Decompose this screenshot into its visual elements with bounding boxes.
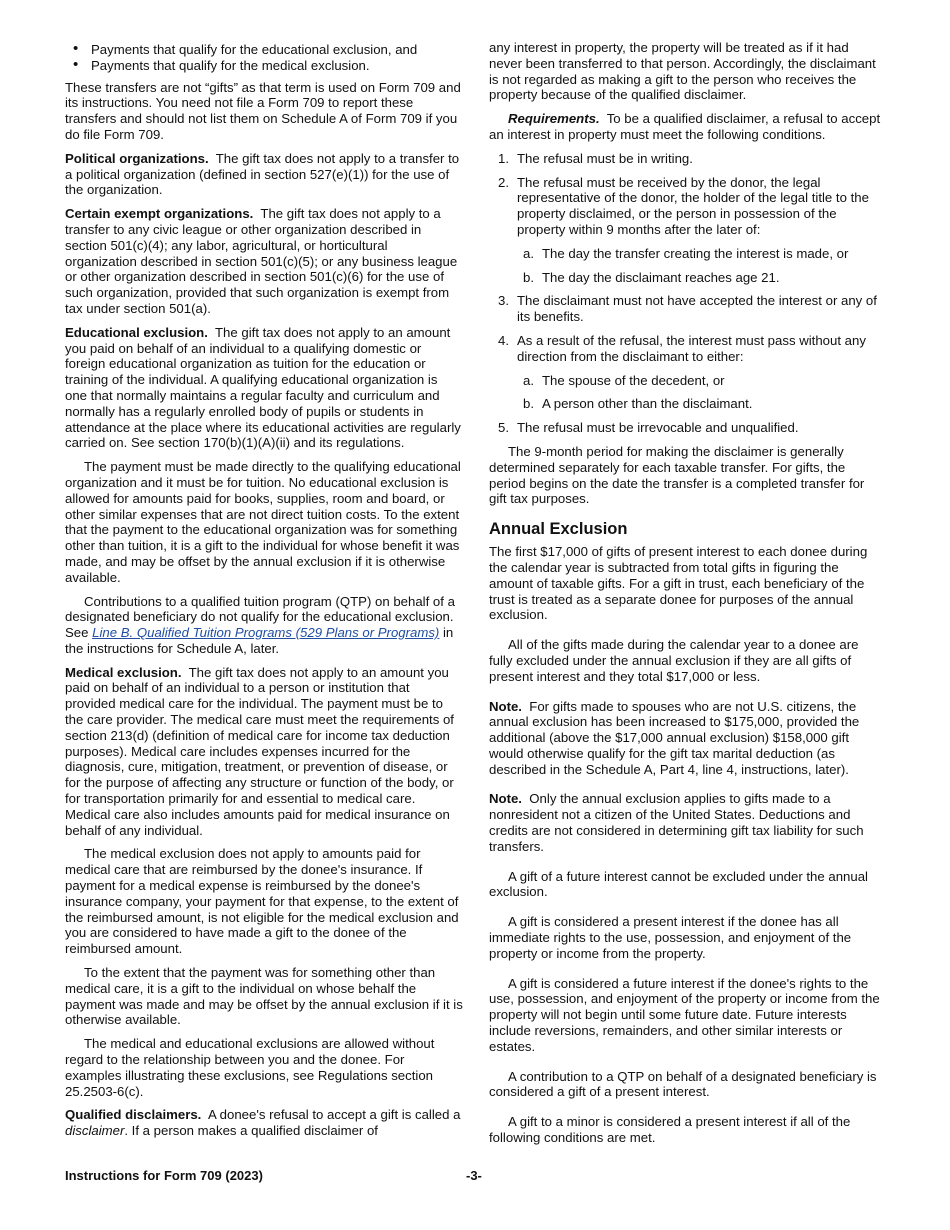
sub-list-letter: a. <box>523 372 534 388</box>
sub-list <box>517 246 885 286</box>
note-label: Note. <box>489 698 522 714</box>
list-number: 3. <box>498 293 509 309</box>
list-item-text: The disclaimant must not have accepted the interest or any of its benefits. <box>517 293 877 325</box>
sub-list-letter: a. <box>523 245 534 261</box>
sub-list-item <box>517 396 885 412</box>
paragraph-text: The gift tax does not apply to an amount you paid on behalf of an individual to a person or institution that provided medical care for the individual. The payment must be to the care provider. The medical care must meet the requirements of section 213(d) (definition of medical care for income tax deduction purposes). Medical care includes expenses incurred for the diagnosis, cure, mitigation, treatment, or prevention of disease, or for the purpose of affecting any structure or function of the body, or for transportation primarily for and essential to medical care. Medical care also includes amounts paid for medical insurance on behalf of any individual. <box>65 664 454 838</box>
page-number: -3- <box>466 1168 482 1183</box>
medical-reimbursed-paragraph: The medical exclusion does not apply to amounts paid for medical care that are reimbursed by the donee's insurance. If payment for a medical expense is reimbursed by the donee's insurance company, your payment for that expense, to the extent of the reimbursed amount, is not eligible for the medical exclusion and you are considered to have made a gift to the donee of the reimbursed amount. <box>65 846 459 957</box>
annual-exclusion-paragraph: The first $17,000 of gifts of present interest to each donee during the calendar year is subtracted from total gifts in figuring the amount of taxable gifts. For a gift in trust, each beneficiary of the trust is treated as a separate donee for purposes of the annual exclusion. <box>489 544 868 623</box>
list-number: 1. <box>498 150 509 166</box>
sub-list-text: The day the transfer creating the interest is made, or <box>542 245 849 261</box>
list-item <box>489 293 885 325</box>
paragraph-text: The gift tax does not apply to a transfer to any civic league or other organization described in section 501(c)(4); any labor, agricultural, or horticultural organization described in section 501(c)(5); or any business league or other organization described in section 501(c)(6) for the use of such organization, provided that such organization is exempt from tax under section 501(a). <box>65 206 458 316</box>
note-nonresident-paragraph <box>489 791 885 854</box>
paragraph-text: The gift tax does not apply to a transfer to a political organization (defined in section 527(e)(1)) for the use of the organization. <box>65 150 460 198</box>
annual-exclusion-full-paragraph: All of the gifts made during the calendar year to a donee are fully excluded under the annual exclusion if they are all gifts of present interest and they total $17,000 or less. <box>489 637 859 684</box>
exclusion-bullet-list <box>65 42 463 74</box>
paragraph-text: For gifts made to spouses who are not U.S. citizens, the annual exclusion has been increased to $175,000, provided the additional (above the $17,000 annual exclusion) $158,000 gift would otherwise qualify for the gift tax marital deduction (as described in the Schedule A, Part 4, line 4, instructions, later). <box>489 698 860 777</box>
political-organizations-paragraph <box>65 151 463 198</box>
sub-list-text: A person other than the disclaimant. <box>542 396 753 412</box>
paragraph-text: . If a person makes a qualified disclaimer of <box>124 1123 378 1139</box>
medical-exclusion-heading: Medical exclusion. <box>65 664 182 680</box>
medical-exclusion-paragraph <box>65 665 463 839</box>
disclaimer-conditions-list <box>489 151 885 436</box>
medical-other-paragraph: To the extent that the payment was for something other than medical care, it is a gift to the individual on whose behalf the payment was made and may be offset by the annual exclusion if it is otherwise available. <box>65 965 463 1028</box>
educational-exclusion-heading: Educational exclusion. <box>65 324 208 340</box>
paragraph-text: To be a qualified disclaimer, a refusal to accept an interest in property must meet the following conditions. <box>489 111 881 142</box>
list-number: 4. <box>498 332 509 348</box>
sub-list-text: The spouse of the decedent, or <box>542 372 725 388</box>
requirements-paragraph <box>489 111 885 143</box>
paragraph-text: A donee's refusal to accept a gift is called a <box>207 1107 461 1123</box>
disclaimer-continued-paragraph: any interest in property, the property will be treated as if it had never been transferred to that person. Accordingly, the disclaimant is not regarded as making a gift to the person who receives the property because of the qualified disclaimer. <box>489 40 876 103</box>
educational-tuition-paragraph: The payment must be made directly to the qualifying educational organization and it must be for tuition. No educational exclusion is allowed for amounts paid for books, supplies, room and board, or other similar expenses that are not direct tuition costs. To the extent that the payment to the educational organization was for something other than tuition, it is a gift to the individual for whose benefit it was made, and may be offset by the annual exclusion if it is otherwise available. <box>65 459 461 585</box>
disclaimer-term: disclaimer <box>65 1123 125 1139</box>
list-item-text: The refusal must be irrevocable and unqualified. <box>517 420 799 436</box>
nine-month-period-paragraph: The 9-month period for making the disclaimer is generally determined separately for each taxable transfer. For gifts, the period begins on the date the transfer is a completed transfer for gift tax purposes. <box>489 443 865 507</box>
transfers-note: These transfers are not “gifts” as that term is used on Form 709 and its instructions. You need not file a Form 709 to report these transfers and should not list them on Schedule A of Form 709 if you do file Form 709. <box>65 79 461 142</box>
footer-form-title: Instructions for Form 709 (2023) <box>65 1168 263 1183</box>
political-organizations-heading: Political organizations. <box>65 150 209 166</box>
paragraph-text: The gift tax does not apply to an amount you paid on behalf of an individual to a qualifying domestic or foreign educational organization as tuition for the education or training of the individual. A qualifying educational organization is one that normally maintains a regular faculty and curriculum and normally has a regularly enrolled body of pupils or students in attendance at the place where its educational activities are regularly carried on. See section 170(b)(1)(A)(ii) and its regulations. <box>65 324 461 451</box>
list-number: 2. <box>498 174 509 190</box>
sub-list-item <box>517 373 885 389</box>
right-column <box>489 40 885 1154</box>
sub-list-item <box>517 246 885 262</box>
note-label: Note. <box>489 791 522 807</box>
sub-list <box>517 373 885 413</box>
list-item: • Payments that qualify for the medical exclusion. <box>91 58 463 74</box>
paragraph-text: Only the annual exclusion applies to gifts made to a nonresident not a citizen of the United States. Deductions and credits are not considered in determining gift tax liability for such transfers. <box>489 791 864 854</box>
medical-educational-relationship-paragraph: The medical and educational exclusions are allowed without regard to the relationship between you and the donee. For examples illustrating these exclusions, see Regulations section 25.2503-6(c). <box>65 1036 435 1099</box>
note-spouses-paragraph <box>489 699 885 778</box>
list-item-text: As a result of the refusal, the interest must pass without any direction from the disclaimant to either: <box>517 332 866 364</box>
qtp-contributions-paragraph <box>65 594 463 657</box>
list-number: 5. <box>498 420 509 436</box>
qualified-disclaimers-paragraph <box>65 1107 463 1139</box>
educational-exclusion-paragraph <box>65 325 463 451</box>
exempt-organizations-paragraph <box>65 206 463 317</box>
exempt-organizations-heading: Certain exempt organizations. <box>65 206 254 222</box>
paragraph-text: Contributions to a qualified tuition program (QTP) on behalf of a designated beneficiary do not qualify for the educational exclusion. See <box>65 593 455 641</box>
sub-list-letter: b. <box>523 396 534 412</box>
sub-list-text: The day the disclaimant reaches age 21. <box>542 269 780 285</box>
future-interest-exclusion-paragraph: A gift of a future interest cannot be excluded under the annual exclusion. <box>489 868 868 900</box>
present-interest-definition-paragraph: A gift is considered a present interest if the donee has all immediate rights to the use, possession, and enjoyment of the property or income from the property. <box>489 914 852 961</box>
list-item <box>489 175 885 286</box>
qtp-present-interest-paragraph: A contribution to a QTP on behalf of a designated beneficiary is considered a gift of a present interest. <box>489 1068 877 1100</box>
list-item <box>489 151 885 167</box>
paragraph-text: in the instructions for Schedule A, later. <box>65 625 454 656</box>
minor-gift-paragraph: A gift to a minor is considered a present interest if all of the following conditions are met. <box>489 1114 851 1146</box>
requirements-heading: Requirements. <box>508 111 600 127</box>
sub-list-letter: b. <box>523 269 534 285</box>
qualified-disclaimers-heading: Qualified disclaimers. <box>65 1107 202 1123</box>
list-item <box>489 420 885 436</box>
list-item-text: The refusal must be received by the donor, the legal representative of the donor, the holder of the legal title to the property disclaimed, or the person in possession of the property within 9 months after the later of: <box>517 174 869 237</box>
future-interest-definition-paragraph: A gift is considered a future interest if the donee's rights to the use, possession, and enjoyment of the property or income from the property will not begin until some future date. Future interests include reversions, remainders, and other similar interests or estates. <box>489 975 880 1054</box>
list-item <box>489 333 885 412</box>
annual-exclusion-heading: Annual Exclusion <box>489 520 628 539</box>
left-column <box>65 40 463 1147</box>
list-item-text: The refusal must be in writing. <box>517 150 693 166</box>
list-item: • Payments that qualify for the educational exclusion, and <box>91 42 463 58</box>
sub-list-item <box>517 270 885 286</box>
qtp-line-b-link[interactable]: Line B. Qualified Tuition Programs (529 Plans or Programs) <box>92 625 440 641</box>
